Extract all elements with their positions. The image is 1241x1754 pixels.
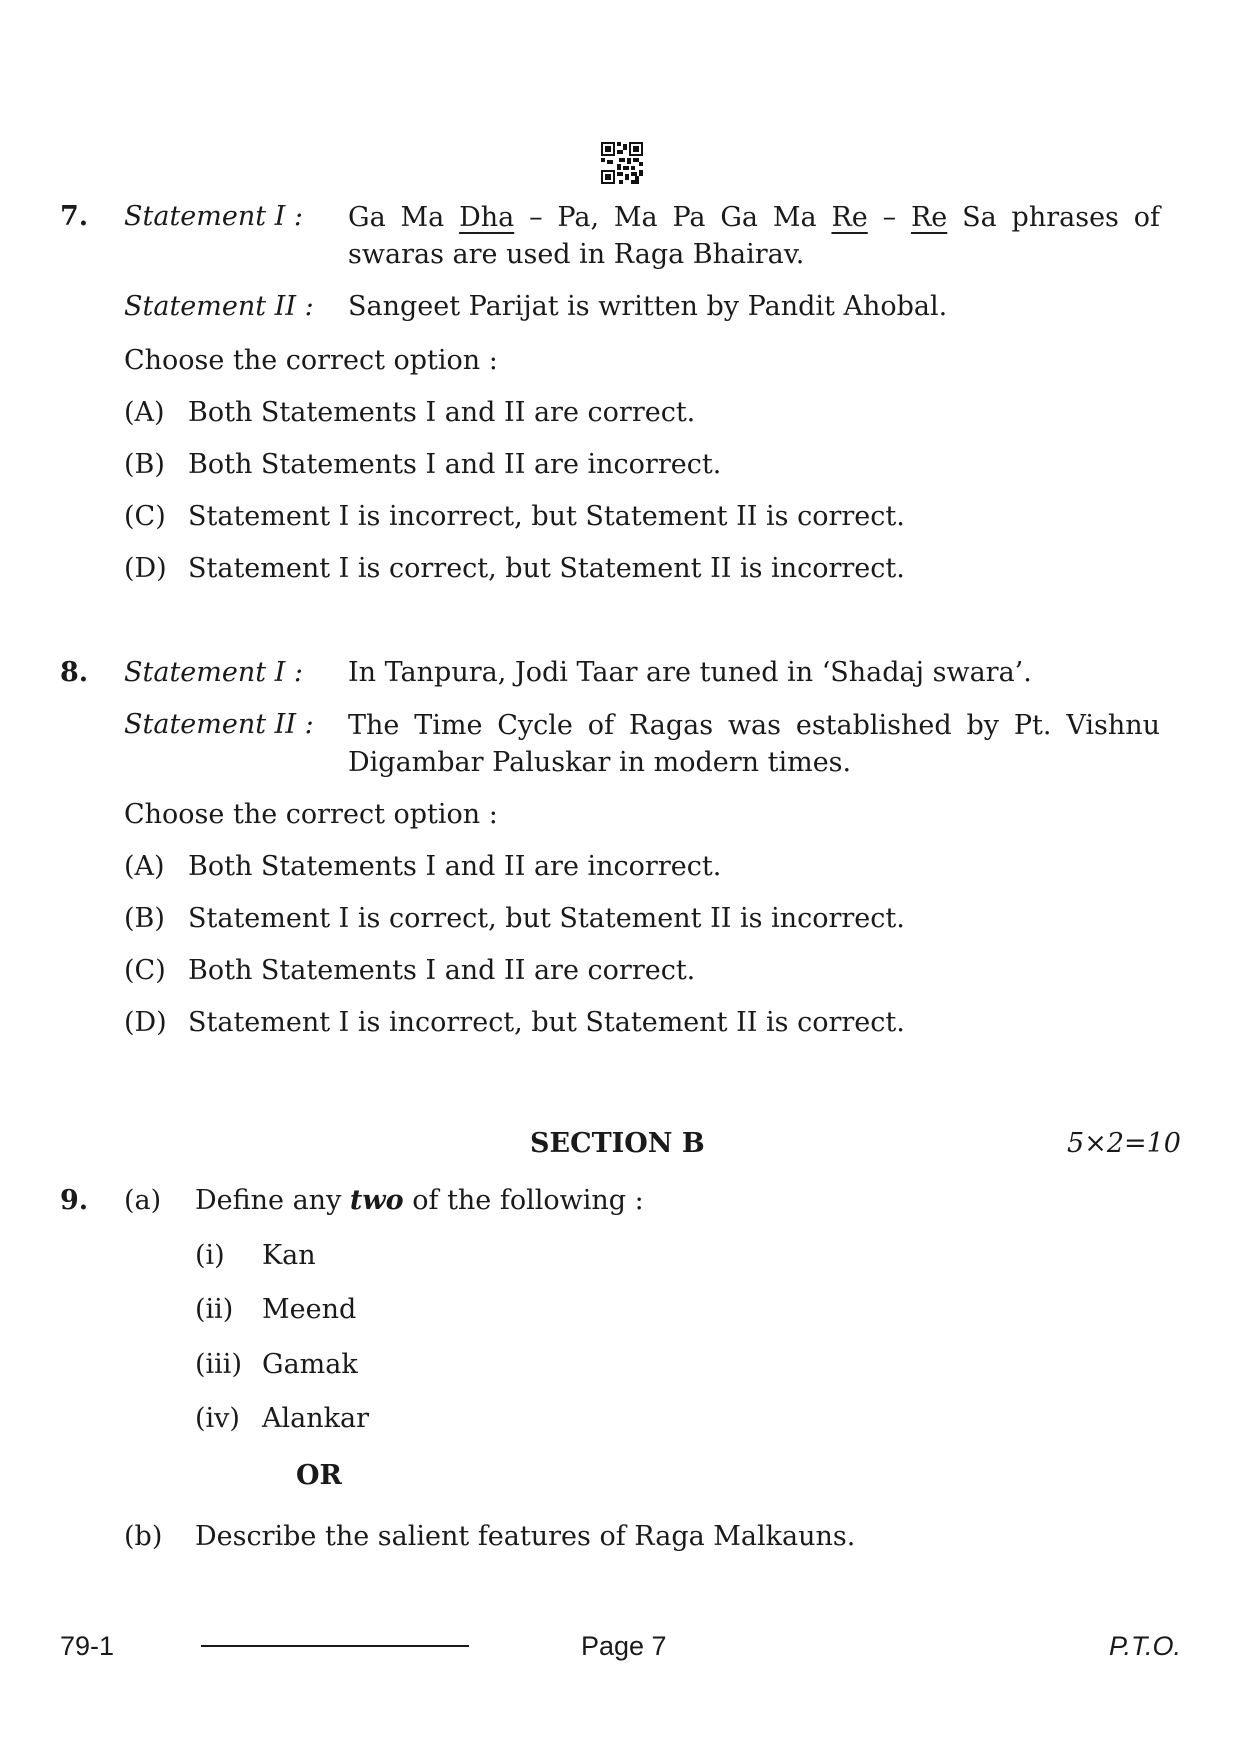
q8-statement-2-label: Statement II : — [124, 709, 314, 740]
qr-code-icon — [601, 142, 643, 184]
q7-option-letter: (D) — [124, 553, 167, 584]
q9-part-b-label: (b) — [124, 1521, 163, 1552]
q7-option-text: Statement I is correct, but Statement II is incorrect. — [188, 553, 905, 584]
q8-option-text: Both Statements I and II are incorrect. — [188, 851, 722, 882]
q8-option-letter: (C) — [124, 955, 166, 986]
section-b-marks: 5×2=10 — [1067, 1128, 1181, 1159]
q8-statement-2-text: The Time Cycle of Ragas was established by Pt. Vishnu Digambar Paluskar in modern times. — [348, 710, 1160, 778]
q8-option-text: Both Statements I and II are correct. — [188, 955, 696, 986]
q9-item-text: Kan — [262, 1240, 316, 1271]
footer-paper-code: 79-1 — [60, 1631, 115, 1661]
q7-statement-1-text: Ga Ma Dha – Pa, Ma Pa Ga Ma Re – Re Sa phrases of swaras are used in Raga Bhairav. — [348, 202, 1160, 270]
section-b-title: SECTION B — [530, 1128, 705, 1159]
q7-number: 7. — [60, 201, 89, 232]
q9-part-a-text: Define any two of the following : — [195, 1185, 644, 1216]
q8-option-letter: (D) — [124, 1007, 167, 1038]
q8-option-letter: (B) — [124, 903, 165, 934]
q7-option-letter: (C) — [124, 501, 166, 532]
q8-option-letter: (A) — [124, 851, 165, 882]
q7-option-text: Both Statements I and II are correct. — [188, 397, 696, 428]
q9-item-text: Meend — [262, 1294, 357, 1325]
q7-option-text: Both Statements I and II are incorrect. — [188, 449, 722, 480]
q8-option-text: Statement I is correct, but Statement II is incorrect. — [188, 903, 905, 934]
q8-statement-1-text: In Tanpura, Jodi Taar are tuned in ‘Shadaj swara’. — [348, 657, 1032, 688]
footer-page-number: Page 7 — [581, 1631, 667, 1661]
q8-number: 8. — [60, 657, 89, 688]
q9-number: 9. — [60, 1185, 89, 1216]
q7-statement-1-label: Statement I : — [124, 201, 304, 232]
q7-statement-2-text: Sangeet Parijat is written by Pandit Ahobal. — [348, 291, 948, 322]
q9-item-number: (i) — [195, 1240, 225, 1271]
q7-prompt: Choose the correct option : — [124, 345, 498, 376]
q8-prompt: Choose the correct option : — [124, 799, 498, 830]
footer-rule — [201, 1645, 469, 1647]
q7-statement-2-label: Statement II : — [124, 291, 314, 322]
q9-part-b-text: Describe the salient features of Raga Malkauns. — [195, 1521, 856, 1552]
footer-pto: P.T.O. — [1108, 1631, 1181, 1661]
q9-item-text: Gamak — [262, 1349, 358, 1380]
q7-option-letter: (B) — [124, 449, 165, 480]
q9-item-number: (iv) — [195, 1403, 240, 1434]
q9-part-a-label: (a) — [124, 1185, 162, 1216]
q9-item-number: (ii) — [195, 1294, 234, 1325]
q7-option-text: Statement I is incorrect, but Statement II is correct. — [188, 501, 905, 532]
q9-item-number: (iii) — [195, 1349, 242, 1380]
q9-or-divider: OR — [296, 1460, 342, 1491]
q9-item-text: Alankar — [262, 1403, 369, 1434]
q8-option-text: Statement I is incorrect, but Statement II is correct. — [188, 1007, 905, 1038]
q7-option-letter: (A) — [124, 397, 165, 428]
q8-statement-1-label: Statement I : — [124, 657, 304, 688]
